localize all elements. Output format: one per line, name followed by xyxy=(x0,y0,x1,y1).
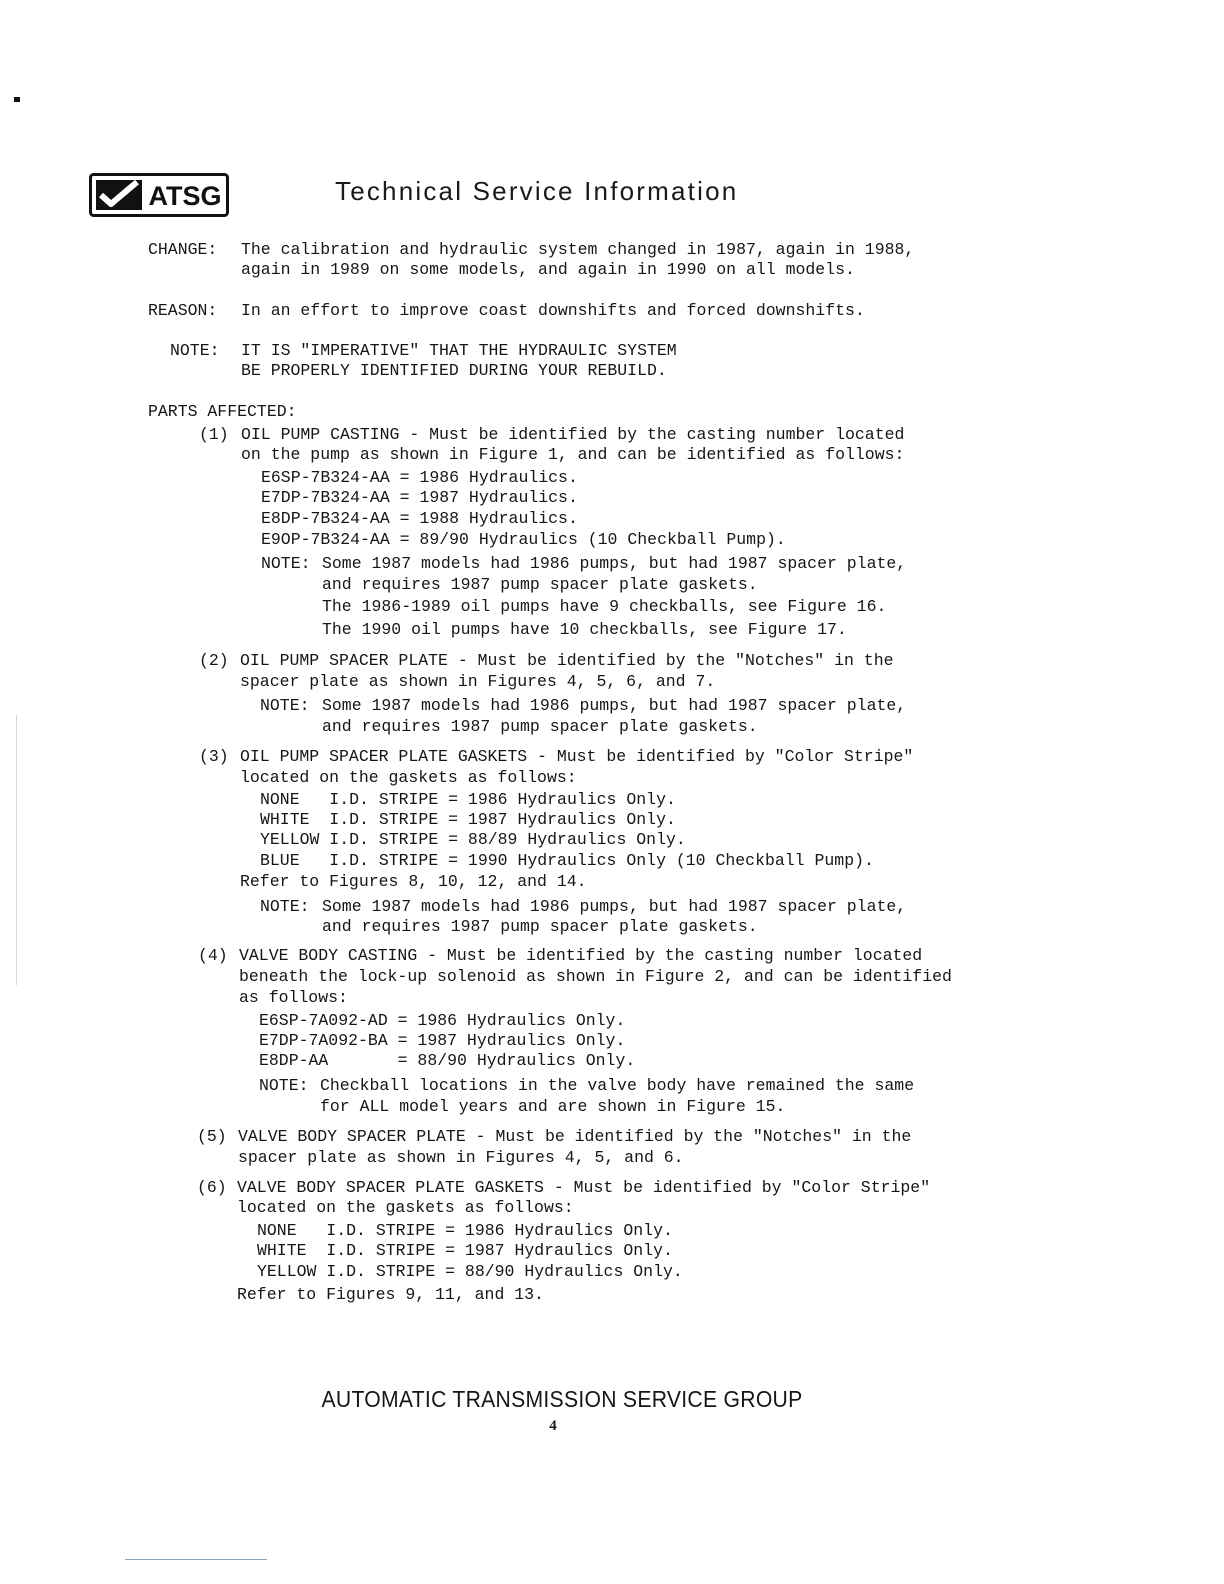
item-2-note-line-2: and requires 1987 pump spacer plate gaskets. xyxy=(322,717,758,736)
note-line-1: IT IS "IMPERATIVE" THAT THE HYDRAULIC SYSTEM xyxy=(241,341,677,360)
atsg-logo xyxy=(89,173,229,217)
item-1-note-label: NOTE: xyxy=(261,554,311,573)
atsg-logo-graphic xyxy=(89,173,229,217)
change-label: CHANGE: xyxy=(148,240,218,259)
item-6-refer: Refer to Figures 9, 11, and 13. xyxy=(237,1285,544,1304)
page-number: 4 xyxy=(549,1418,557,1434)
item-4-note-line-1: Checkball locations in the valve body have remained the same xyxy=(320,1076,915,1095)
reason-text: In an effort to improve coast downshifts and forced downshifts. xyxy=(241,301,865,320)
page-title: Technical Service Information xyxy=(335,176,739,206)
scan-bottom-line xyxy=(125,1559,267,1560)
item-1-note-line-2: and requires 1987 pump spacer plate gaskets. xyxy=(322,575,758,594)
item-4-note-line-2: for ALL model years and are shown in Figure 15. xyxy=(320,1097,786,1116)
item-1-number: (1) xyxy=(199,425,229,444)
item-1-code-2: E7DP-7B324-AA = 1987 Hydraulics. xyxy=(261,488,578,507)
scan-speck xyxy=(14,97,20,102)
change-line-1: The calibration and hydraulic system changed in 1987, again in 1988, xyxy=(241,240,915,259)
item-1-note-line-4: The 1990 oil pumps have 10 checkballs, see Figure 17. xyxy=(322,620,847,639)
item-3-line-1: OIL PUMP SPACER PLATE GASKETS - Must be identified by "Color Stripe" xyxy=(240,747,914,766)
item-1-code-4: E9OP-7B324-AA = 89/90 Hydraulics (10 Checkball Pump). xyxy=(261,530,786,549)
item-4-line-2: beneath the lock-up solenoid as shown in Figure 2, and can be identified xyxy=(239,967,952,986)
item-5-line-2: spacer plate as shown in Figures 4, 5, and 6. xyxy=(238,1148,684,1167)
item-3-note-label: NOTE: xyxy=(260,897,310,916)
change-line-2: again in 1989 on some models, and again in 1990 on all models. xyxy=(241,260,855,279)
item-1-code-3: E8DP-7B324-AA = 1988 Hydraulics. xyxy=(261,509,578,528)
footer-organization: AUTOMATIC TRANSMISSION SERVICE GROUP xyxy=(321,1386,803,1412)
parts-affected-label: PARTS AFFECTED: xyxy=(148,402,297,421)
item-1-line-2: on the pump as shown in Figure 1, and can be identified as follows: xyxy=(241,445,905,464)
item-3-stripe-2: WHITE I.D. STRIPE = 1987 Hydraulics Only. xyxy=(260,810,676,829)
reason-label: REASON: xyxy=(148,301,218,320)
item-3-stripe-1: NONE I.D. STRIPE = 1986 Hydraulics Only. xyxy=(260,790,676,809)
item-2-note-label: NOTE: xyxy=(260,696,310,715)
item-3-note-line-1: Some 1987 models had 1986 pumps, but had 1987 spacer plate, xyxy=(322,897,907,916)
item-4-line-3: as follows: xyxy=(239,988,348,1007)
item-4-code-1: E6SP-7A092-AD = 1986 Hydraulics Only. xyxy=(259,1011,626,1030)
item-2-number: (2) xyxy=(199,651,229,670)
item-1-code-1: E6SP-7B324-AA = 1986 Hydraulics. xyxy=(261,468,578,487)
item-1-note-line-3: The 1986-1989 oil pumps have 9 checkballs, see Figure 16. xyxy=(322,597,887,616)
item-3-stripe-4: BLUE I.D. STRIPE = 1990 Hydraulics Only (10 Checkball Pump). xyxy=(260,851,874,870)
item-2-line-1: OIL PUMP SPACER PLATE - Must be identified by the "Notches" in the xyxy=(240,651,894,670)
item-6-line-1: VALVE BODY SPACER PLATE GASKETS - Must be identified by "Color Stripe" xyxy=(237,1178,931,1197)
item-5-line-1: VALVE BODY SPACER PLATE - Must be identified by the "Notches" in the xyxy=(238,1127,912,1146)
item-4-number: (4) xyxy=(198,946,228,965)
item-6-number: (6) xyxy=(197,1178,227,1197)
item-6-stripe-2: WHITE I.D. STRIPE = 1987 Hydraulics Only. xyxy=(257,1241,673,1260)
item-4-line-1: VALVE BODY CASTING - Must be identified by the casting number located xyxy=(239,946,923,965)
item-3-line-2: located on the gaskets as follows: xyxy=(240,768,577,787)
scan-margin-line xyxy=(16,715,17,985)
logo-text: ATSG xyxy=(148,181,222,211)
item-4-note-label: NOTE: xyxy=(259,1076,309,1095)
item-3-stripe-3: YELLOW I.D. STRIPE = 88/89 Hydraulics Only. xyxy=(260,830,686,849)
item-6-stripe-1: NONE I.D. STRIPE = 1986 Hydraulics Only. xyxy=(257,1221,673,1240)
note-line-2: BE PROPERLY IDENTIFIED DURING YOUR REBUILD. xyxy=(241,361,667,380)
item-6-line-2: located on the gaskets as follows: xyxy=(237,1198,574,1217)
item-6-stripe-3: YELLOW I.D. STRIPE = 88/90 Hydraulics Only. xyxy=(257,1262,683,1281)
item-4-code-3: E8DP-AA = 88/90 Hydraulics Only. xyxy=(259,1051,636,1070)
item-2-note-line-1: Some 1987 models had 1986 pumps, but had 1987 spacer plate, xyxy=(322,696,907,715)
item-1-note-line-1: Some 1987 models had 1986 pumps, but had 1987 spacer plate, xyxy=(322,554,907,573)
item-4-code-2: E7DP-7A092-BA = 1987 Hydraulics Only. xyxy=(259,1031,626,1050)
item-3-number: (3) xyxy=(199,747,229,766)
item-2-line-2: spacer plate as shown in Figures 4, 5, 6, and 7. xyxy=(240,672,716,691)
item-3-refer: Refer to Figures 8, 10, 12, and 14. xyxy=(240,872,587,891)
item-1-line-1: OIL PUMP CASTING - Must be identified by the casting number located xyxy=(241,425,905,444)
item-5-number: (5) xyxy=(197,1127,227,1146)
note-label: NOTE: xyxy=(170,341,220,360)
item-3-note-line-2: and requires 1987 pump spacer plate gaskets. xyxy=(322,917,758,936)
